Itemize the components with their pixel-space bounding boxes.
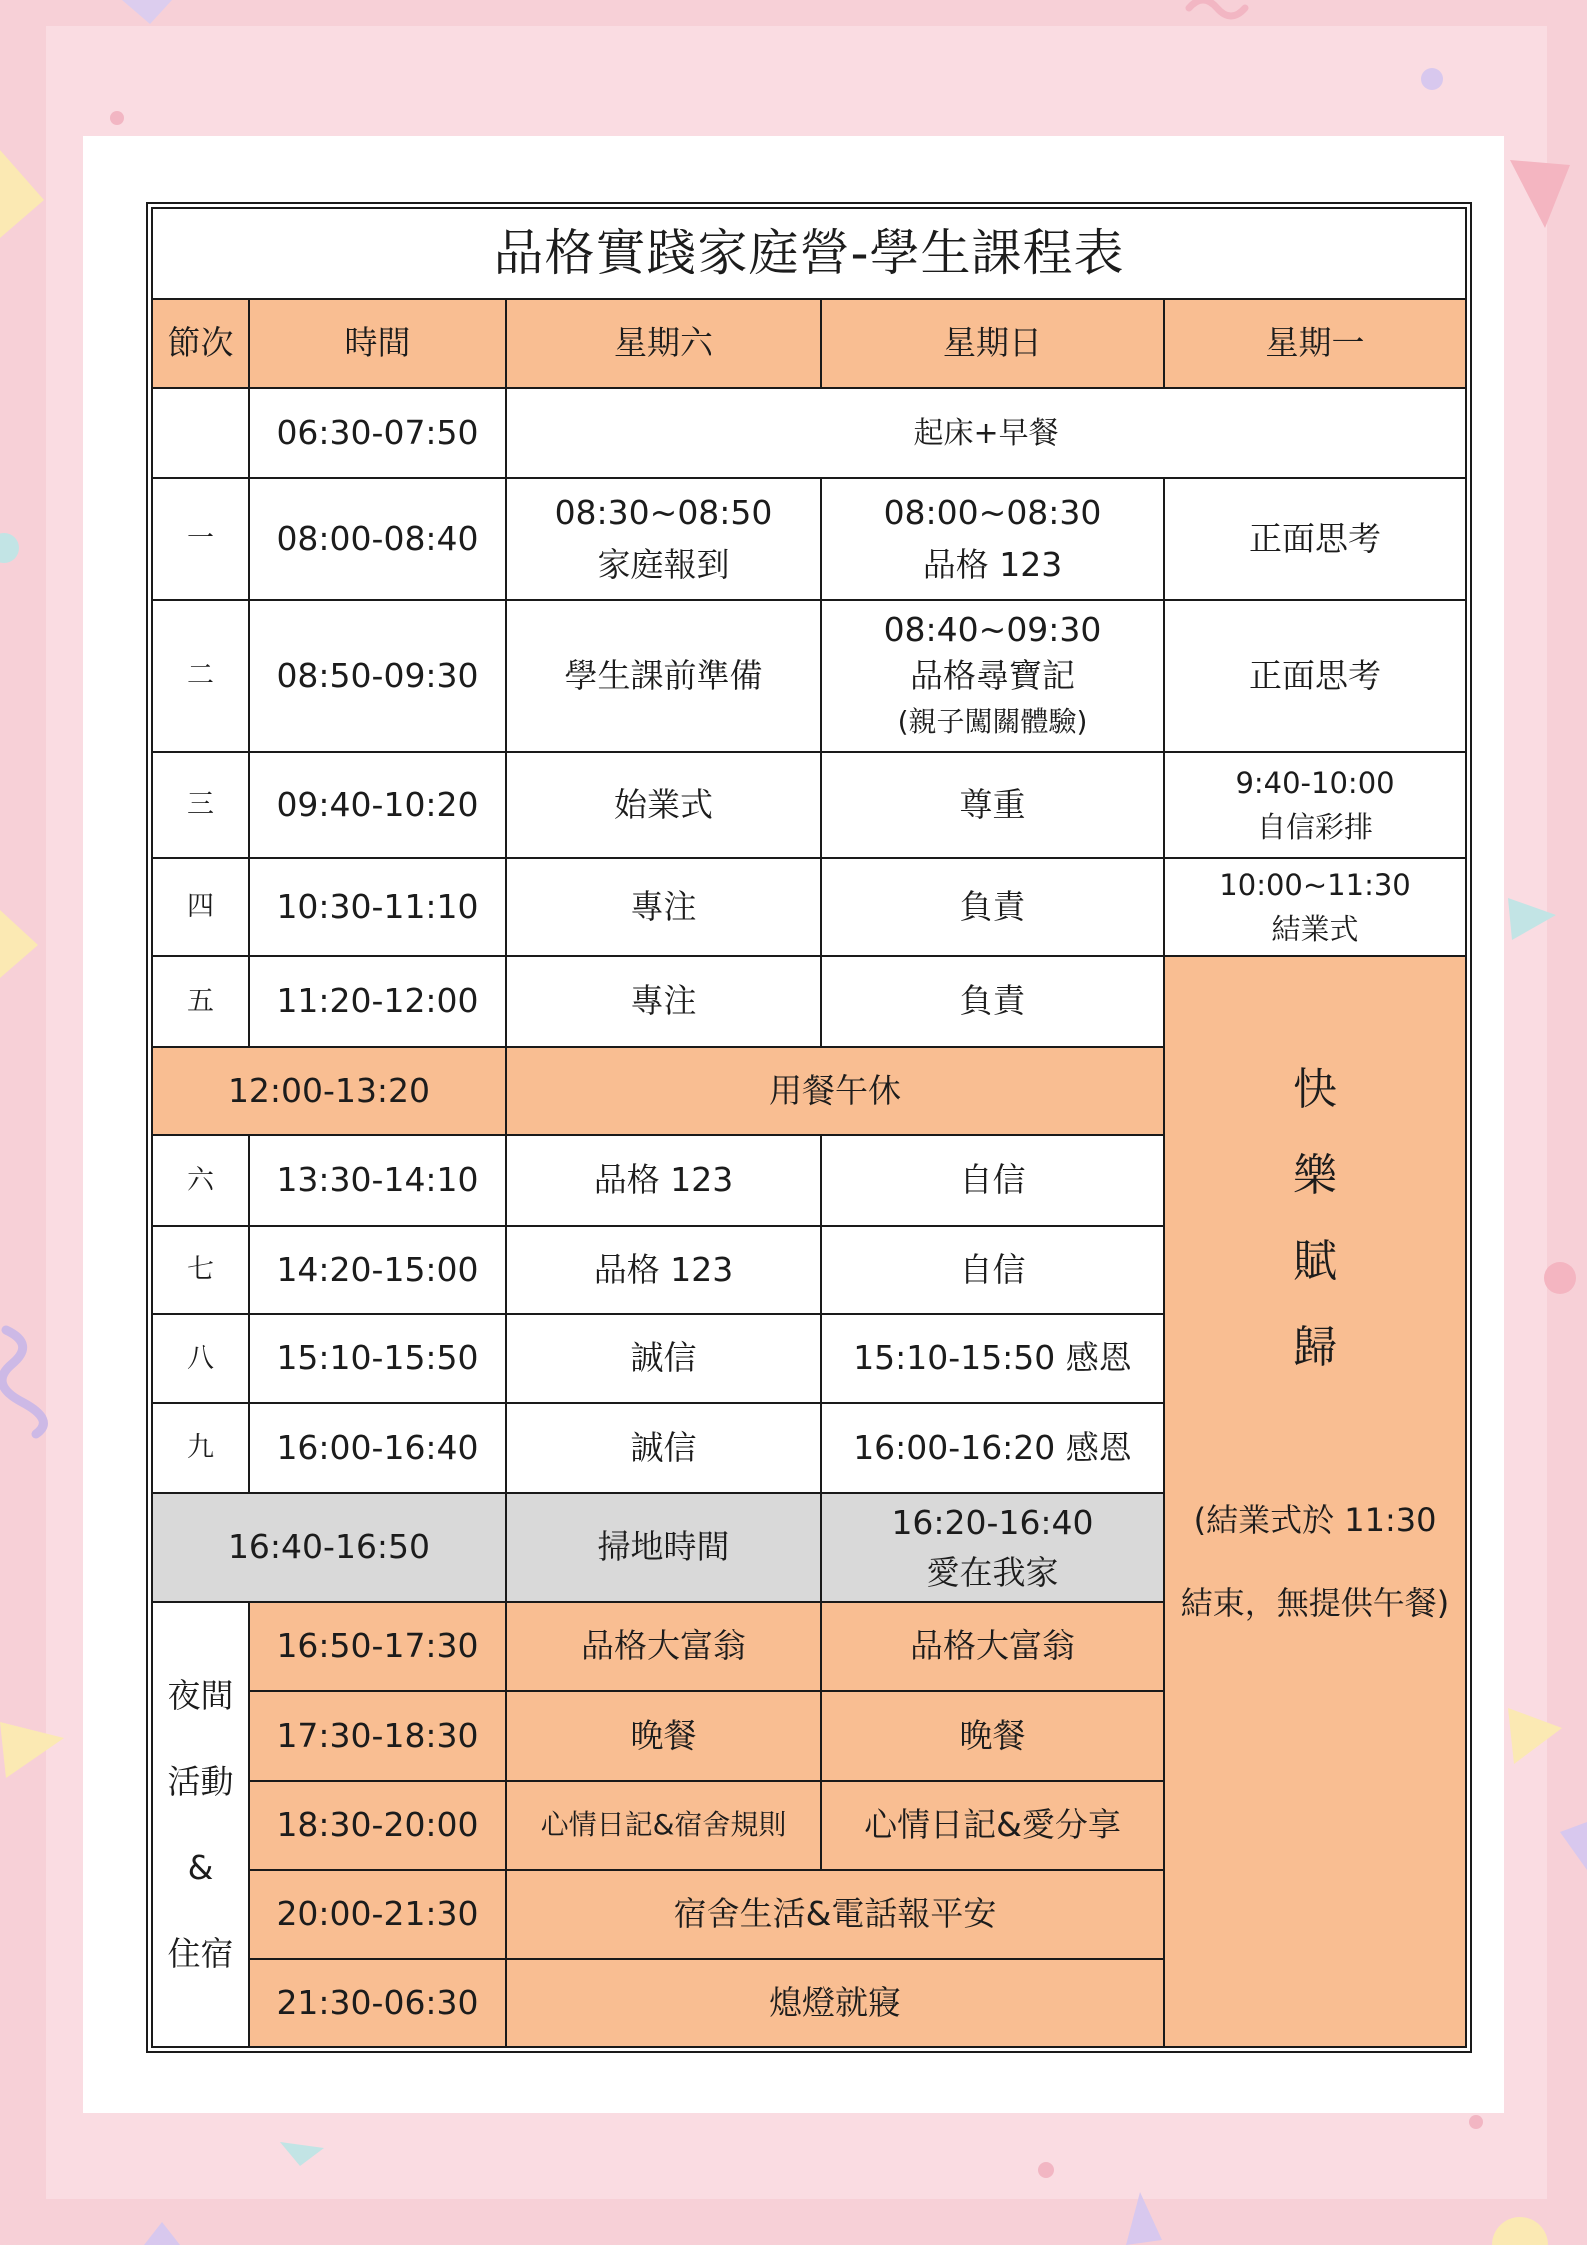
time-cell: 06:30-07:50 bbox=[249, 388, 506, 478]
header-period: 節次 bbox=[153, 299, 249, 388]
time-cell: 15:10-15:50 bbox=[249, 1314, 506, 1403]
night-activity-label bbox=[153, 1602, 249, 2046]
confetti-triangle bbox=[1126, 2192, 1162, 2245]
confetti-triangle bbox=[0, 1722, 64, 1778]
cleaning-time-cell: 16:40-16:50 bbox=[153, 1493, 506, 1602]
saturday-cell: 學生課前準備 bbox=[506, 600, 821, 752]
cell-line: 08:30~08:50 bbox=[554, 493, 773, 532]
period-cell: 五 bbox=[153, 956, 249, 1047]
period-cell-empty bbox=[153, 388, 249, 478]
header-time: 時間 bbox=[249, 299, 506, 388]
cell-line: 08:40~09:30 bbox=[883, 610, 1102, 649]
farewell-char: 賦 bbox=[1293, 1236, 1338, 1287]
confetti-triangle bbox=[1508, 898, 1556, 940]
night-label-line: 住宿 bbox=[167, 1933, 234, 1973]
period-cell: 二 bbox=[153, 600, 249, 752]
lunch-activity-cell: 用餐午休 bbox=[506, 1047, 1164, 1135]
confetti-triangle bbox=[144, 2222, 180, 2245]
time-cell: 20:00-21:30 bbox=[249, 1870, 506, 1959]
confetti-dot bbox=[1421, 68, 1443, 90]
period-cell: 九 bbox=[153, 1403, 249, 1493]
farewell-note-line: 結束，無提供午餐) bbox=[1180, 1584, 1450, 1622]
farewell-char: 快 bbox=[1293, 1064, 1338, 1115]
title-row bbox=[153, 209, 1465, 299]
schedule-row bbox=[153, 956, 1465, 1047]
confetti-triangle bbox=[280, 2142, 324, 2166]
sunday-cell bbox=[821, 600, 1164, 752]
sunday-cell: 尊重 bbox=[821, 752, 1164, 858]
night-label-line: 活動 bbox=[167, 1761, 234, 1801]
confetti-triangle bbox=[122, 0, 172, 24]
weekend-cell: 宿舍生活&電話報平安 bbox=[506, 1870, 1164, 1959]
cell-line: 結業式 bbox=[1271, 912, 1359, 946]
sunday-cell: 自信 bbox=[821, 1226, 1164, 1314]
saturday-cell: 晚餐 bbox=[506, 1691, 821, 1781]
sunday-cell: 負責 bbox=[821, 858, 1164, 956]
header-sunday: 星期日 bbox=[821, 299, 1164, 388]
saturday-cell: 品格 123 bbox=[506, 1226, 821, 1314]
confetti-triangle bbox=[1510, 160, 1570, 228]
cell-line: (親子闖關體驗) bbox=[897, 705, 1088, 738]
confetti-dot bbox=[1469, 2115, 1483, 2129]
schedule-row bbox=[153, 752, 1465, 858]
saturday-cell bbox=[506, 478, 821, 600]
cell-line: 9:40-10:00 bbox=[1235, 766, 1395, 800]
monday-cell bbox=[1164, 752, 1465, 858]
saturday-cell: 專注 bbox=[506, 956, 821, 1047]
farewell-char: 樂 bbox=[1293, 1150, 1338, 1201]
sunday-cell: 晚餐 bbox=[821, 1691, 1164, 1781]
time-cell: 16:50-17:30 bbox=[249, 1602, 506, 1691]
time-cell: 18:30-20:00 bbox=[249, 1781, 506, 1870]
sunday-cell: 自信 bbox=[821, 1135, 1164, 1226]
cell-line: 品格尋寶記 bbox=[910, 656, 1075, 695]
monday-farewell-cell bbox=[1164, 956, 1465, 2046]
schedule-row bbox=[153, 478, 1465, 600]
farewell-note-line: (結業式於 11:30 bbox=[1193, 1501, 1437, 1539]
confetti-triangle bbox=[1560, 1822, 1587, 1870]
period-cell: 四 bbox=[153, 858, 249, 956]
sunday-cell: 負責 bbox=[821, 956, 1164, 1047]
sunday-cell: 15:10-15:50 感恩 bbox=[821, 1314, 1164, 1403]
cell-line: 08:00~08:30 bbox=[883, 493, 1102, 532]
confetti-dot bbox=[1544, 1262, 1576, 1294]
cell-line: 16:20-16:40 bbox=[891, 1502, 1094, 1542]
time-cell: 08:50-09:30 bbox=[249, 600, 506, 752]
night-label-line: 夜間 bbox=[167, 1675, 234, 1715]
header-monday: 星期一 bbox=[1164, 299, 1465, 388]
header-saturday: 星期六 bbox=[506, 299, 821, 388]
saturday-cell: 掃地時間 bbox=[506, 1493, 821, 1602]
time-cell: 11:20-12:00 bbox=[249, 956, 506, 1047]
saturday-cell: 始業式 bbox=[506, 752, 821, 858]
cell-line: 品格 123 bbox=[922, 545, 1063, 584]
header-row bbox=[153, 299, 1465, 388]
saturday-cell: 品格大富翁 bbox=[506, 1602, 821, 1691]
confetti-squiggle bbox=[2, 1330, 43, 1434]
time-cell: 16:00-16:40 bbox=[249, 1403, 506, 1493]
sunday-cell bbox=[821, 1493, 1164, 1602]
cell-line: 家庭報到 bbox=[597, 545, 730, 584]
period-cell: 一 bbox=[153, 478, 249, 600]
saturday-cell: 心情日記&宿舍規則 bbox=[506, 1781, 821, 1870]
monday-cell: 正面思考 bbox=[1164, 600, 1465, 752]
sunday-cell: 品格大富翁 bbox=[821, 1602, 1164, 1691]
confetti-squiggle bbox=[1189, 0, 1245, 16]
time-cell: 10:30-11:10 bbox=[249, 858, 506, 956]
time-cell: 09:40-10:20 bbox=[249, 752, 506, 858]
confetti-triangle bbox=[0, 150, 44, 238]
cell-line: 自信彩排 bbox=[1257, 810, 1374, 844]
confetti-triangle bbox=[0, 910, 38, 978]
time-cell: 14:20-15:00 bbox=[249, 1226, 506, 1314]
sunday-cell bbox=[821, 478, 1164, 600]
period-cell: 七 bbox=[153, 1226, 249, 1314]
sunday-cell: 心情日記&愛分享 bbox=[821, 1781, 1164, 1870]
saturday-cell: 品格 123 bbox=[506, 1135, 821, 1226]
time-cell: 21:30-06:30 bbox=[249, 1959, 506, 2046]
schedule-title: 品格實踐家庭營-學生課程表 bbox=[153, 209, 1465, 299]
confetti-triangle bbox=[1508, 1708, 1562, 1764]
schedule-row bbox=[153, 600, 1465, 752]
cell-line: 10:00~11:30 bbox=[1219, 868, 1411, 902]
time-cell: 13:30-14:10 bbox=[249, 1135, 506, 1226]
lunch-time-cell: 12:00-13:20 bbox=[153, 1047, 506, 1135]
confetti-dot bbox=[110, 111, 124, 125]
monday-cell: 正面思考 bbox=[1164, 478, 1465, 600]
schedule-row bbox=[153, 858, 1465, 956]
period-cell: 八 bbox=[153, 1314, 249, 1403]
schedule-table bbox=[153, 209, 1465, 2046]
sunday-cell: 16:00-16:20 感恩 bbox=[821, 1403, 1164, 1493]
schedule-table-frame bbox=[146, 202, 1472, 2053]
confetti-half-circle bbox=[1492, 2217, 1548, 2245]
schedule-row bbox=[153, 388, 1465, 478]
confetti-dot bbox=[1038, 2162, 1054, 2178]
period-cell: 三 bbox=[153, 752, 249, 858]
time-cell: 17:30-18:30 bbox=[249, 1691, 506, 1781]
confetti-dot bbox=[0, 533, 19, 563]
period-cell: 六 bbox=[153, 1135, 249, 1226]
night-label-line: & bbox=[187, 1847, 214, 1887]
monday-cell bbox=[1164, 858, 1465, 956]
cell-line: 愛在我家 bbox=[926, 1552, 1059, 1592]
saturday-cell: 誠信 bbox=[506, 1314, 821, 1403]
saturday-cell: 誠信 bbox=[506, 1403, 821, 1493]
time-cell: 08:00-08:40 bbox=[249, 478, 506, 600]
saturday-cell: 專注 bbox=[506, 858, 821, 956]
farewell-note bbox=[1169, 1479, 1461, 1645]
all-days-cell: 起床+早餐 bbox=[506, 388, 1465, 478]
farewell-char: 歸 bbox=[1293, 1322, 1338, 1373]
weekend-cell: 熄燈就寢 bbox=[506, 1959, 1164, 2046]
